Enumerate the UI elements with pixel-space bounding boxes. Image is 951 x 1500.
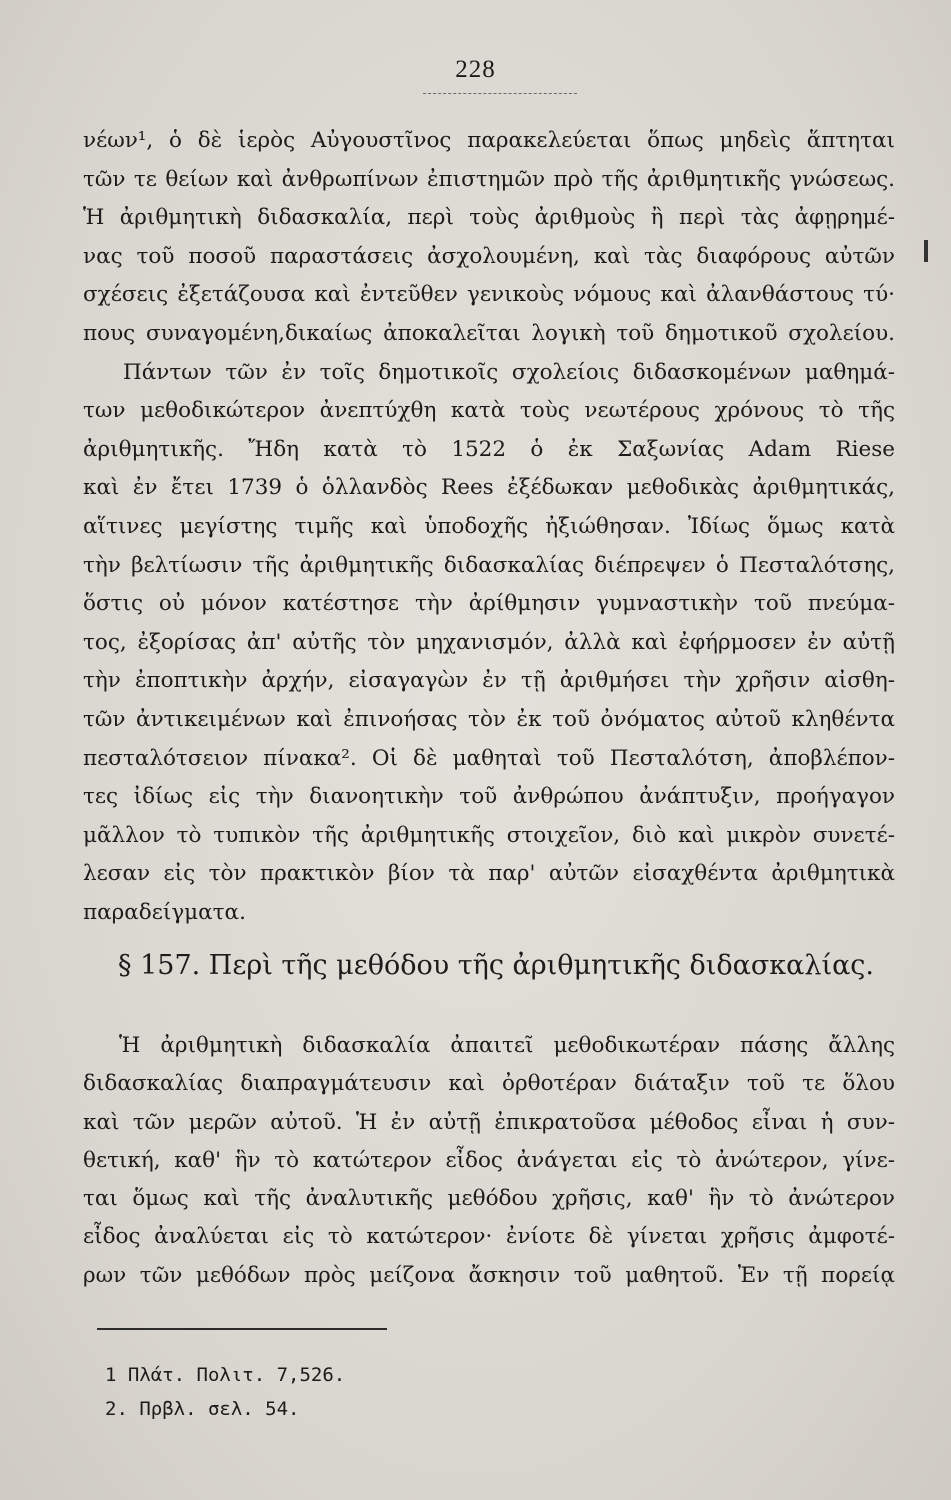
text-line: θετική, καθ' ἣν τὸ κατώτερον εἶδος ἀνάγεται εἰς τὸ ἀνώτερον, γίνε- <box>83 1147 895 1173</box>
page-number-rule <box>423 93 577 94</box>
footnote: 1 Πλάτ. Πολιτ. 7,526. <box>105 1364 346 1386</box>
text-line: αἵτινες μεγίστης τιμῆς καὶ ὑποδοχῆς ἠξιώθησαν. Ἰδίως ὅμως κατὰ <box>83 513 895 539</box>
text-line: ρων τῶν μεθόδων πρὸς μείζονα ἄσκησιν τοῦ μαθητοῦ. Ἐν τῇ πορείᾳ <box>83 1262 895 1288</box>
text-line: Ἡ ἀριθμητικὴ διδασκαλία ἀπαιτεῖ μεθοδικωτέραν πάσης ἄλλης <box>119 1033 895 1058</box>
text-line: τος, ἐξορίσας ἀπ' αὐτῆς τὸν μηχανισμόν, ἀλλὰ καὶ ἐφήρμοσεν ἐν αὐτῇ <box>83 629 895 655</box>
text-line: καὶ τῶν μερῶν αὐτοῦ. Ἡ ἐν αὐτῇ ἐπικρατοῦσα μέθοδος εἶναι ἡ συν- <box>83 1109 895 1135</box>
text-line: νας τοῦ ποσοῦ παραστάσεις ἀσχολουμένη, καὶ τὰς διαφόρους αὐτῶν <box>83 243 895 269</box>
text-line: νέων¹, ὁ δὲ ἱερὸς Αὐγουστῖνος παρακελεύεται ὅπως μηδεὶς ἅπτηται <box>83 128 895 153</box>
margin-mark <box>924 240 928 262</box>
section-heading: § 157. Περὶ τῆς μεθόδου τῆς ἀριθμητικῆς διδασκαλίας. <box>118 950 874 981</box>
text-line: λεσαν εἰς τὸν πρακτικὸν βίον τὰ παρ' αὐτῶν εἰσαχθέντα ἀριθμητικὰ <box>83 861 895 887</box>
text-line: μᾶλλον τὸ τυπικὸν τῆς ἀριθμητικῆς στοιχεῖον, διὸ καὶ μικρὸν συνετέ- <box>83 822 895 848</box>
text-line: σχέσεις ἐξετάζουσα καὶ ἐντεῦθεν γενικοὺς νόμους καὶ ἀλανθάστους τύ· <box>83 282 895 308</box>
text-line: τῶν τε θείων καὶ ἀνθρωπίνων ἐπιστημῶν πρὸ τῆς ἀριθμητικῆς γνώσεως. <box>83 166 895 192</box>
text-line: τὴν βελτίωσιν τῆς ἀριθμητικῆς διδασκαλίας διέπρεψεν ὁ Πεσταλότσης, <box>83 552 895 578</box>
text-line: Ἡ ἀριθμητικὴ διδασκαλία, περὶ τοὺς ἀριθμοὺς ἢ περὶ τὰς ἀφῃρημέ- <box>83 205 895 231</box>
footnotes <box>105 1358 345 1426</box>
text-line: ται ὅμως καὶ τῆς ἀναλυτικῆς μεθόδου χρῆσις, καθ' ἣν τὸ ἀνώτερον <box>83 1186 895 1212</box>
footnote-rule <box>97 1328 387 1330</box>
text-line: ἀριθμητικῆς. Ἤδη κατὰ τὸ 1522 ὁ ἐκ Σαξωνίας Adam Riese <box>83 436 895 462</box>
body-text-lower <box>83 1027 895 1295</box>
body-text-upper <box>83 122 895 932</box>
page-number: 228 <box>455 56 496 83</box>
text-line: καὶ ἐν ἔτει 1739 ὁ ὁλλανδὸς Rees ἐξέδωκαν μεθοδικὰς ἀριθμητικάς, <box>83 475 895 501</box>
footnote: 2. Πρβλ. σελ. 54. <box>105 1398 300 1420</box>
text-line: ὅστις οὐ μόνον κατέστησε τὴν ἀρίθμησιν γυμναστικὴν τοῦ πνεύμα- <box>83 591 895 617</box>
text-line: εἶδος ἀναλύεται εἰς τὸ κατώτερον· ἐνίοτε δὲ γίνεται χρῆσις ἀμφοτέ- <box>83 1224 895 1250</box>
text-line: πεσταλότσειον πίνακα². Οἱ δὲ μαθηταὶ τοῦ Πεσταλότση, ἀποβλέπον- <box>83 745 895 771</box>
text-line: των μεθοδικώτερον ἀνεπτύχθη κατὰ τοὺς νεωτέρους χρόνους τὸ τῆς <box>83 398 895 424</box>
text-line: Πάντων τῶν ἐν τοῖς δημοτικοῖς σχολείοις διδασκομένων μαθημά- <box>123 359 895 385</box>
text-line: τὴν ἐποπτικὴν ἀρχήν, εἰσαγαγὼν ἐν τῇ ἀριθμήσει τὴν χρῆσιν αἰσθη- <box>83 668 895 694</box>
text-line: τῶν ἀντικειμένων καὶ ἐπινοήσας τὸν ἐκ τοῦ ὀνόματος αὐτοῦ κληθέντα <box>83 706 895 732</box>
text-line: παραδείγματα. <box>83 899 246 925</box>
text-line: διδασκαλίας διαπραγμάτευσιν καὶ ὀρθοτέραν διάταξιν τοῦ τε ὅλου <box>83 1071 895 1097</box>
text-line: πους συναγομένη,δικαίως ἀποκαλεῖται λογικὴ τοῦ δημοτικοῦ σχολείου. <box>83 320 895 346</box>
text-line: τες ἰδίως εἰς τὴν διανοητικὴν τοῦ ἀνθρώπου ἀνάπτυξιν, προήγαγον <box>83 784 895 810</box>
